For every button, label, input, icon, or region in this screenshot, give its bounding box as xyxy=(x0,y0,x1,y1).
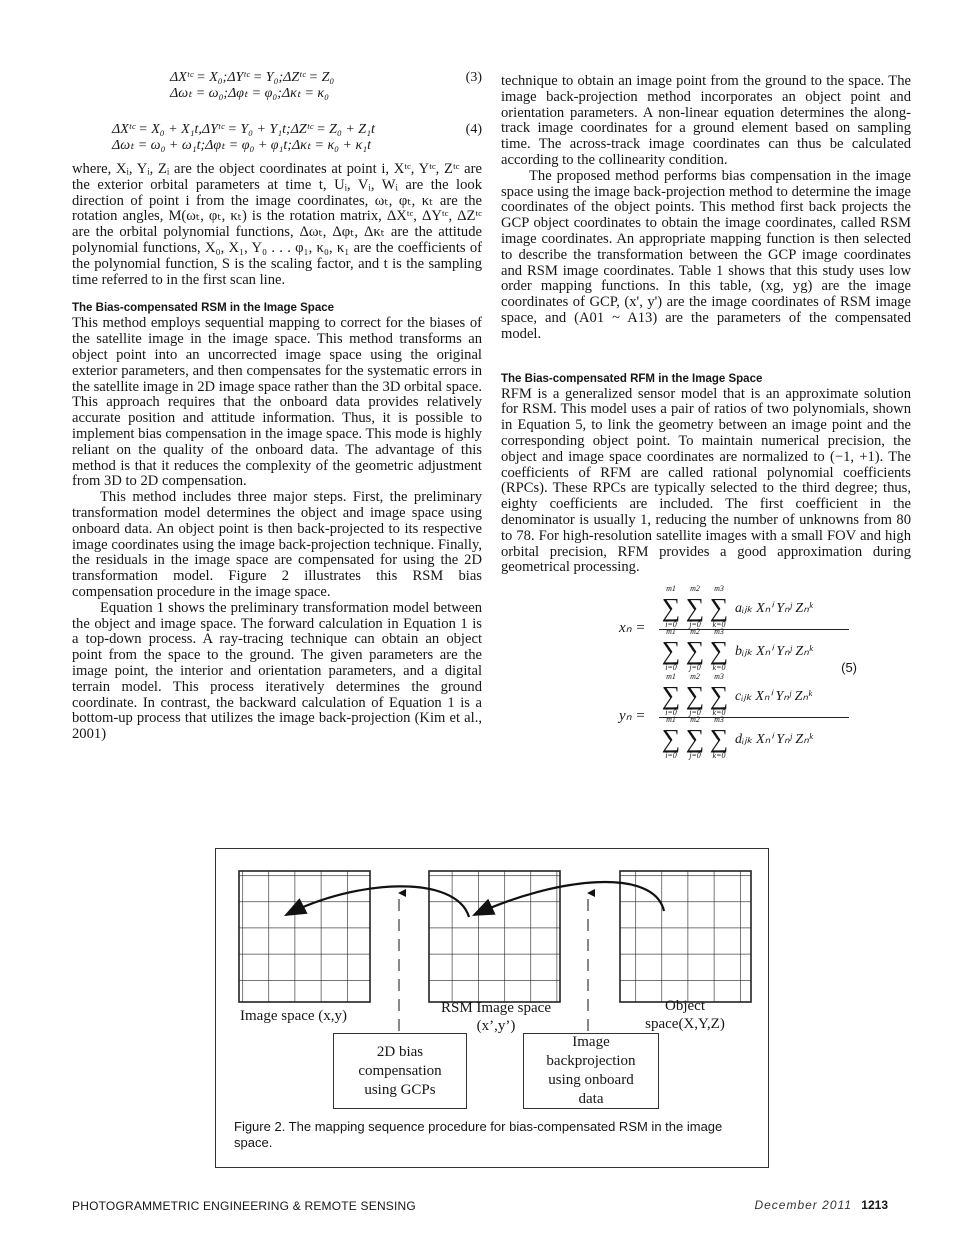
right-paragraph-1: technique to obtain an image point from the ground to the space. The image back-projection method incorporates an object point and orientation parameters. A non-linear equation determines the along-track image coordinates for a ground element based on sampling time. The across-track image coordinates can thus be calculated according to the collinearity condition. xyxy=(501,73,911,168)
left-column xyxy=(72,70,482,743)
figure-2 xyxy=(215,848,769,1168)
object-space-grid xyxy=(620,871,751,1002)
term-d: dᵢⱼₖ Xₙⁱ Yₙʲ Zₙᵏ xyxy=(735,731,813,747)
equation-4-line-1: ΔXᵗᶜ = X₀ + X₁t,ΔYᵗᶜ = Y₀ + Y₁t;ΔZᵗᶜ = Z₀ + Z₁t xyxy=(112,122,375,137)
equation-3 xyxy=(72,70,482,104)
right-paragraph-2: The proposed method performs bias compensation in the image space using the image back-projection method to determine the image coordinates of the object points. This method first back projects the GCP object coordinates to obtain the image coordinates, called RSM image coordinates. An appropriate mapping function is then selected to describe the transformation between the GCP image coordinates and RSM image coordinates. Table 1 shows that this study uses low order mapping functions. In this table, (xg, yg) are the image coordinates of GCP, (x', y') are the image coordinates of RSM image space, and (A01 ~ A13) are the parameters of the compensated model. xyxy=(501,167,911,342)
box-2d-bias-compensation: 2D bias compensation using GCPs xyxy=(333,1033,467,1109)
fraction-x xyxy=(659,584,849,673)
equation-3-number: (3) xyxy=(465,70,482,85)
numerator-y: ∑ m1 i=0 ∑ m2 j=0 ∑ m3 k=0 cᵢⱼₖ Xₙⁱ Yₙʲ Zₙᵏ xyxy=(661,672,812,718)
equation-4 xyxy=(72,122,482,162)
fraction-y xyxy=(659,672,849,761)
rsm-paragraph-2: This method includes three major steps. First, the preliminary transformation model determines the object and image space using onboard data. An object point is then back-projected to its respective image coordinates using the image back-projection technique. Finally, the residuals in the image space are compensated for using the 2D transformation model. Figure 2 illustrates this RSM bias compensation procedure in the image space. xyxy=(72,489,482,600)
equation-3-line-2: Δωₜ = ω₀;Δφₜ = φ₀;Δκₜ = κ₀ xyxy=(170,86,330,101)
where-paragraph: where, Xᵢ, Yᵢ, Zᵢ are the object coordinates at point i, Xᵗᶜ, Yᵗᶜ, Zᵗᶜ are the exterior orbital parameters at time t, Uᵢ, Vᵢ, Wᵢ are the look direction of point i from the image coordinates, ωₜ, φₜ, κₜ are the rotation angles, M(ωₜ, φₜ, κₜ) is the rotation matrix, ΔXᵗᶜ, ΔYᵗᶜ, ΔZᵗᶜ are the orbital polynomial functions, Δωₜ, Δφₜ, Δκₜ are the attitude polynomial functions, X₀, X₁, Y₀ . . . φ₁, κ₀, κ₁ are the coefficients of the polynomial function, S is the scaling factor, and t is the sampling time referred to in the first scan line. xyxy=(72,161,482,288)
footer-page-info xyxy=(754,1198,888,1212)
footer-journal-name: PHOTOGRAMMETRIC ENGINEERING & REMOTE SENSING xyxy=(72,1199,416,1213)
denominator-y: ∑ m1 i=0 ∑ m2 j=0 ∑ m3 k=0 dᵢⱼₖ Xₙⁱ Yₙʲ Zₙᵏ xyxy=(661,715,813,761)
figure-caption: Figure 2. The mapping sequence procedure for bias-compensated RSM in the image space. xyxy=(234,1119,723,1150)
term-b: bᵢⱼₖ Xₙⁱ Yₙʲ Zₙᵏ xyxy=(735,643,813,659)
box-image-backprojection: Image backprojection using onboard data xyxy=(523,1033,659,1109)
section-heading-rsm: The Bias-compensated RSM in the Image Space xyxy=(72,302,335,315)
rsm-paragraph-1: This method employs sequential mapping to correct for the biases of the satellite image in the image space. This method transforms an object point into an uncorrected image space using the original exterior parameters, and then compensates for the systematic errors in the satellite image in 2D image space rather than the 3D orbital space. This approach requires that the onboard data provides relatively accurate position and attitude information. Thus, it is possible to implement bias compensation in the image space. This mode is highly reliant on the quality of the onboard data. The advantage of this method is that it reduces the complexity of the geometric adjustment from 3D to 2D compensation. xyxy=(72,315,482,490)
denominator-x: ∑ m1 i=0 ∑ m2 j=0 ∑ m3 k=0 bᵢⱼₖ Xₙⁱ Yₙʲ Zₙᵏ xyxy=(661,627,813,673)
numerator-x: ∑ m1 i=0 ∑ m2 j=0 ∑ m3 k=0 aᵢⱼₖ Xₙⁱ Yₙʲ Zₙᵏ xyxy=(661,584,813,630)
equation-4-number: (4) xyxy=(465,122,482,137)
equation-5-number: (5) xyxy=(841,660,857,676)
equation-3-line-1: ΔXᵗᶜ = X₀;ΔYᵗᶜ = Y₀;ΔZᵗᶜ = Z₀ xyxy=(170,70,335,85)
rsm-paragraph-3: Equation 1 shows the preliminary transformation model between the object and image space. The forward calculation in Equation 1 is a top-down process. A ray-tracing technique can obtain an object point from the space to the ground. The given parameters are the image point, the interior and orientation parameters, and a digital terrain model. This process iteratively determines the ground coordinate. In contrast, the backward calculation of Equation 1 is a bottom-up process that utilizes the image back-projection (Kim et al., 2001) xyxy=(72,599,482,743)
term-a: aᵢⱼₖ Xₙⁱ Yₙʲ Zₙᵏ xyxy=(735,600,813,616)
equation-5 xyxy=(501,584,911,768)
label-object-space: Object space(X,Y,Z) xyxy=(645,998,725,1032)
label-rsm-image-space: RSM Image space (x’,y’) xyxy=(441,1000,551,1034)
equation-5-lhs-y: yₙ = xyxy=(619,708,646,725)
equation-4-line-2: Δωₜ = ω₀ + ω₁t;Δφₜ = φ₀ + φ₁t;Δκₜ = κ₀ + κ₁t xyxy=(112,138,371,153)
label-image-space: Image space (x,y) xyxy=(240,1008,348,1024)
image-space-grid xyxy=(239,871,370,1002)
term-c: cᵢⱼₖ Xₙⁱ Yₙʲ Zₙᵏ xyxy=(735,688,812,704)
footer-date: December 2011 xyxy=(754,1198,852,1212)
equation-5-lhs-x: xₙ = xyxy=(619,620,646,637)
rfm-paragraph: RFM is a generalized sensor model that is an approximate solution for RSM. This model uses a pair of ratios of two polynomials, shown in Equation 5, to link the geometry between an image point and the corresponding object point. To maintain numerical precision, the object and image space coordinates are normalized to (−1, +1). The coefficients of RFM are called rational polynomial coefficients (RPCs). These RPCs are typically selected to the third degree; thus, eighty coefficients are included. The first coefficient in the denominator is usually 1, reducing the number of unknowns from 80 to 78. For high-resolution satellite images with a small FOV and high orbital precision, RFM provides a good approximation during geometrical processing. xyxy=(501,385,911,576)
right-column xyxy=(501,74,911,768)
footer-page-number: 1213 xyxy=(861,1198,888,1212)
section-heading-rfm: The Bias-compensated RFM in the Image Space xyxy=(501,372,763,385)
